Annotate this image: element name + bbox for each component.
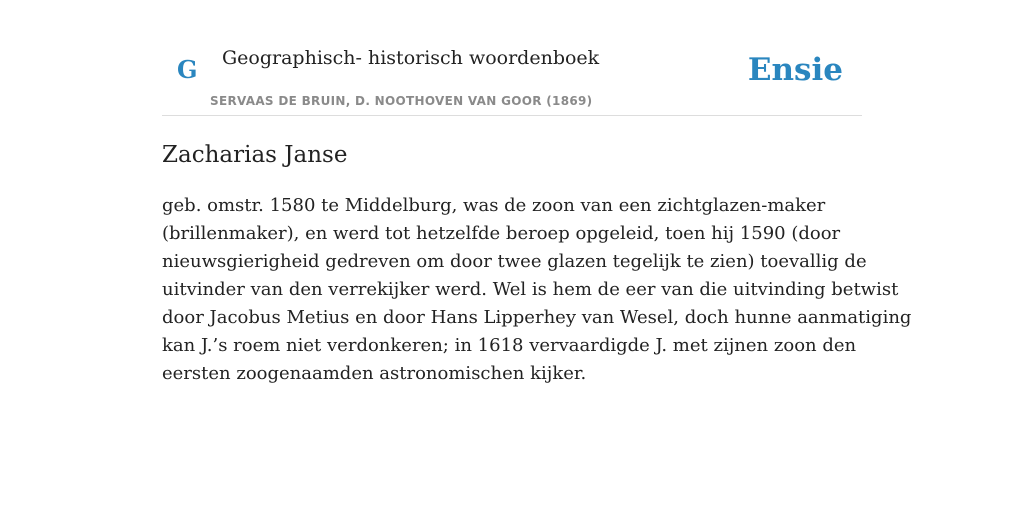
entry-body-line: (brillenmaker), en werd tot hetzelfde beroep opgeleid, toen hij 1590 (door bbox=[162, 223, 841, 244]
entry-body-line: geb. omstr. 1580 te Middelburg, was de zoon van een zichtglazen-maker bbox=[162, 195, 826, 216]
entry-title: Zacharias Janse bbox=[162, 142, 348, 168]
book-letter-badge[interactable]: G bbox=[177, 55, 198, 84]
book-authors: SERVAAS DE BRUIN, D. NOOTHOVEN VAN GOOR (1869) bbox=[210, 94, 593, 108]
entry-body-line: nieuwsgierigheid gedreven om door twee glazen tegelijk te zien) toevallig de bbox=[162, 251, 867, 272]
ensie-logo-link[interactable]: Ensie bbox=[747, 52, 843, 88]
entry-body-line: kan J.’s roem niet verdonkeren; in 1618 vervaardigde J. met zijnen zoon den bbox=[162, 335, 857, 356]
book-title-link[interactable]: Geographisch- historisch woordenboek bbox=[222, 47, 600, 69]
entry-body bbox=[162, 192, 912, 388]
book-header bbox=[162, 40, 862, 116]
entry-body-line: uitvinder van den verrekijker werd. Wel is hem de eer van die uitvinding betwist bbox=[162, 279, 899, 300]
entry-body-line: eersten zoogenaamden astronomischen kijker. bbox=[162, 363, 587, 384]
entry-body-line: door Jacobus Metius en door Hans Lipperhey van Wesel, doch hunne aanmatiging bbox=[162, 307, 912, 328]
